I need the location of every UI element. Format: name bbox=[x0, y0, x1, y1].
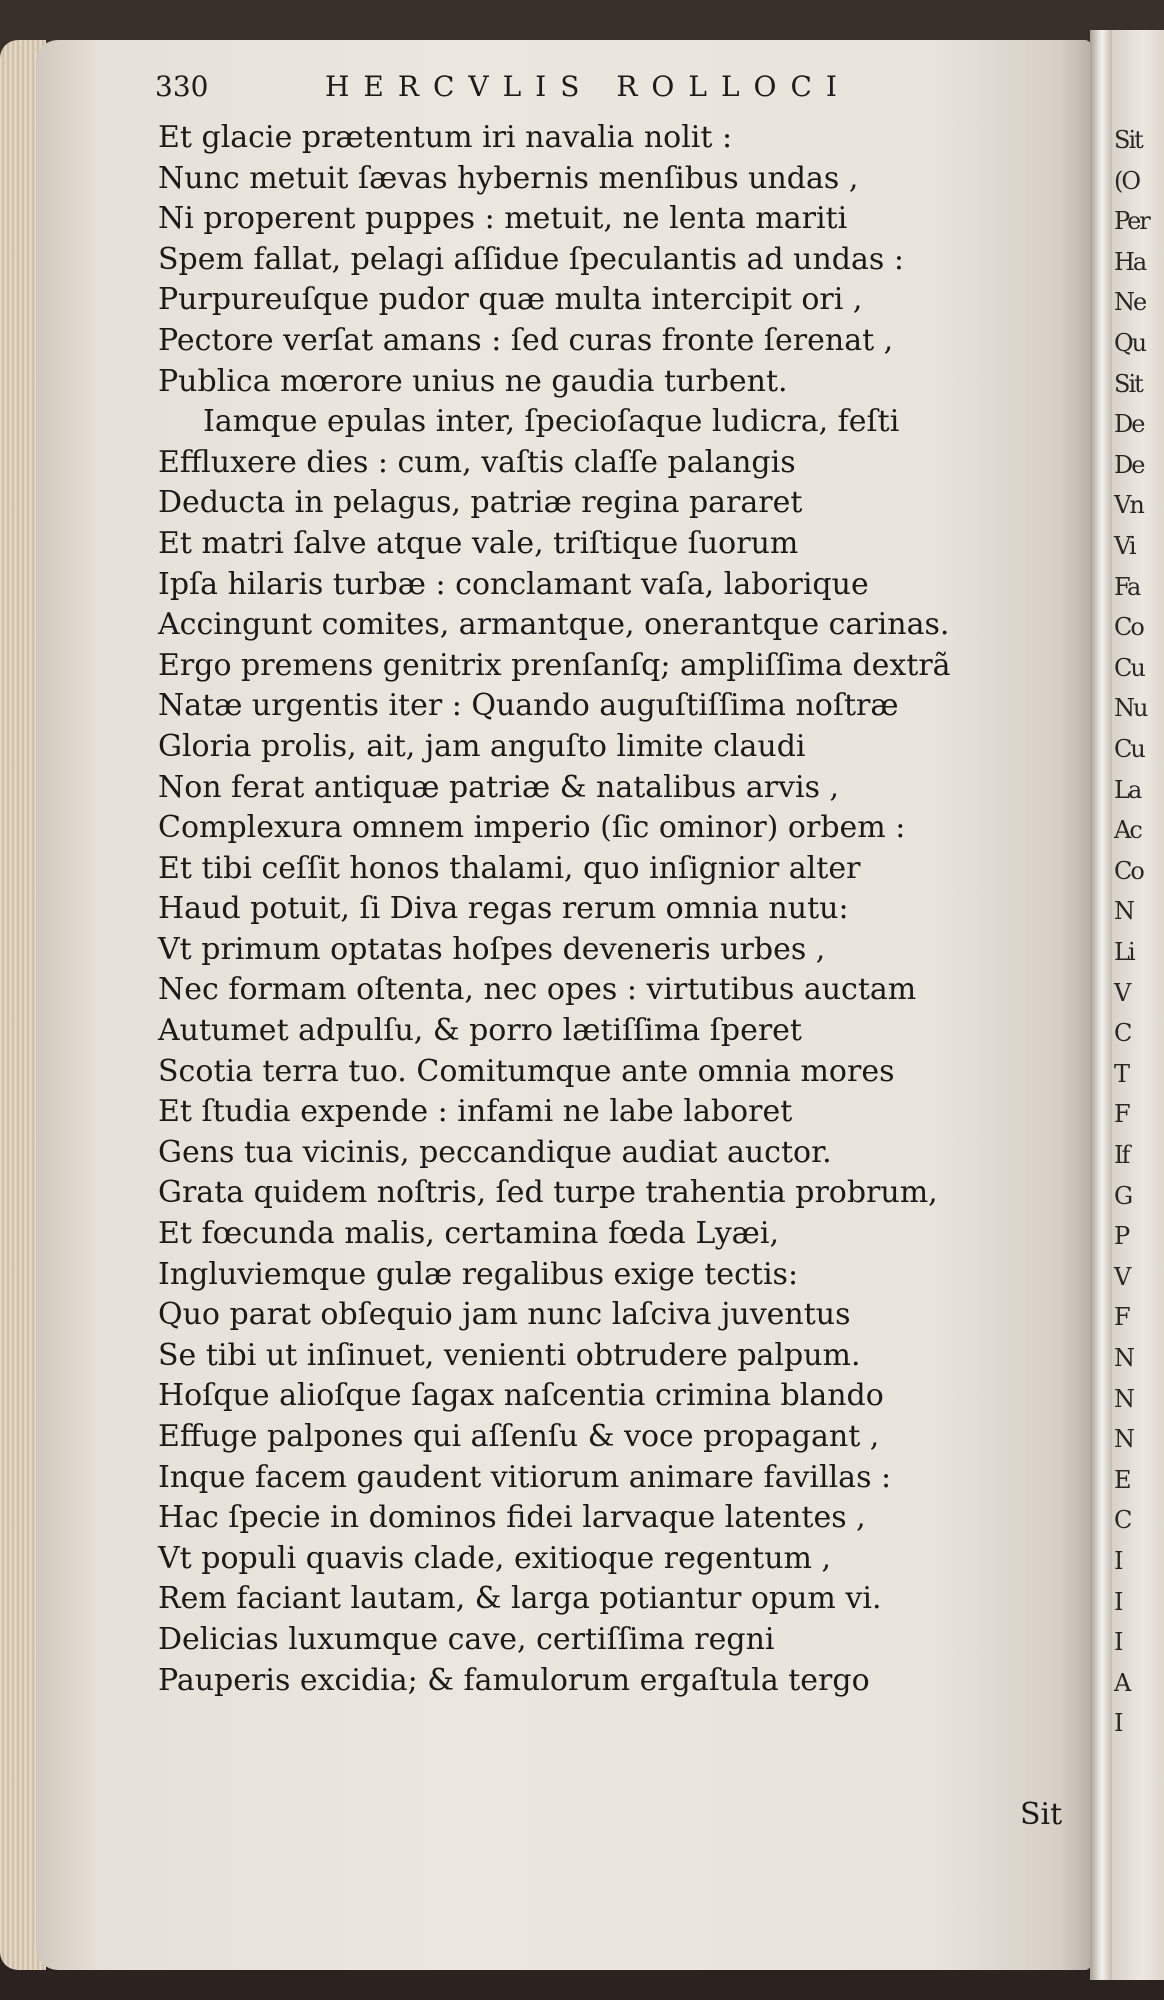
next-page-fragment: T bbox=[1114, 1059, 1129, 1088]
next-page-fragment: I bbox=[1114, 1587, 1122, 1616]
next-page-fragment: Per bbox=[1114, 207, 1149, 236]
catchword: Sit bbox=[1020, 1797, 1063, 1832]
verse-line: Gens tua vicinis, peccandique audiat auctor. bbox=[158, 1134, 832, 1170]
next-page-fragment: Nu bbox=[1114, 694, 1147, 723]
next-page-fragment: F bbox=[1114, 1303, 1129, 1332]
verse-line: Iamque epulas inter, ſpecioſaque ludicra, feſti bbox=[203, 404, 900, 440]
verse-line: Et fœcunda malis, certamina fœda Lyæi, bbox=[158, 1216, 780, 1252]
next-page-fragment: C bbox=[1114, 1506, 1131, 1535]
verse-line: Spem fallat, pelagi aſſidue ſpeculantis ad undas : bbox=[158, 241, 904, 277]
next-page-fragment: Fa bbox=[1114, 572, 1140, 601]
verse-line: Vt populi quavis clade, exitioque regentum , bbox=[158, 1540, 832, 1576]
next-page-fragment: If bbox=[1114, 1141, 1129, 1169]
next-page-fragment: (O bbox=[1114, 166, 1140, 195]
next-page-fragment: Co bbox=[1114, 613, 1143, 642]
verse-line: Purpureuſque pudor quæ multa intercipit ori , bbox=[158, 282, 863, 318]
verse-line: Gloria prolis, ait, jam anguſto limite claudi bbox=[158, 728, 806, 764]
verse-line: Hoſque alioſque ſagax naſcentia crimina blando bbox=[158, 1378, 884, 1414]
running-title: HERCVLIS ROLLOCI bbox=[325, 70, 851, 103]
verse-line: Inque facem gaudent vitiorum animare favillas : bbox=[158, 1459, 892, 1495]
next-page-fragment: F bbox=[1114, 1100, 1129, 1129]
next-page-fragment: P bbox=[1114, 1222, 1129, 1251]
verse-line: Et ſtudia expende : infami ne labe laboret bbox=[158, 1094, 793, 1130]
next-page-fragment: C bbox=[1114, 1019, 1131, 1048]
next-page-fragment: I bbox=[1114, 1628, 1122, 1657]
verse-line: Deducta in pelagus, patriæ regina pararet bbox=[158, 485, 803, 521]
next-page-fragment: Vi bbox=[1114, 532, 1135, 560]
verse-line: Autumet adpulſu, & porro lætiſſima ſperet bbox=[158, 1013, 802, 1049]
verse-line: Natæ urgentis iter : Quando auguſtiſſima noſtræ bbox=[158, 688, 899, 724]
book-gutter bbox=[1090, 30, 1114, 1980]
verse-line: Accingunt comites, armantque, onerantque carinas. bbox=[158, 607, 950, 643]
verse-line: Et matri ſalve atque vale, triſtique ſuorum bbox=[158, 525, 799, 561]
next-page-fragment: Qu bbox=[1114, 329, 1146, 357]
next-page-fragment: N bbox=[1114, 897, 1133, 926]
verse-line: Nunc metuit ſævas hybernis menſibus undas , bbox=[158, 160, 859, 196]
next-page-fragment: De bbox=[1114, 450, 1144, 479]
page-header bbox=[155, 70, 1055, 110]
verse-line: Grata quidem noſtris, ſed turpe trahentia probrum, bbox=[158, 1175, 938, 1211]
next-page-fragment: Co bbox=[1114, 856, 1143, 885]
next-page-fragment: N bbox=[1114, 1425, 1133, 1454]
verse-line: Ni properent puppes : metuit, ne lenta mariti bbox=[158, 201, 848, 237]
verse-line: Ingluviemque gulæ regalibus exige tectis: bbox=[158, 1256, 799, 1292]
next-page-fragment: De bbox=[1114, 410, 1144, 439]
next-page-fragment: Li bbox=[1114, 938, 1134, 966]
next-page-fragment: A bbox=[1114, 1668, 1130, 1697]
page-number: 330 bbox=[155, 70, 209, 103]
verse-line: Et glacie prætentum iri navalia nolit : bbox=[158, 120, 733, 155]
next-page-fragment: Ne bbox=[1114, 288, 1146, 317]
next-page-fragment: Sit bbox=[1114, 369, 1142, 398]
verse-line: Non ferat antiquæ patriæ & natalibus arvis , bbox=[158, 769, 840, 805]
next-page-fragment: V bbox=[1114, 978, 1130, 1007]
verse-line: Rem faciant lautam, & larga potiantur opum vi. bbox=[158, 1581, 882, 1617]
verse-line: Quo parat obſequio jam nunc laſciva juventus bbox=[158, 1297, 851, 1333]
verse-line: Vt primum optatas hoſpes deveneris urbes , bbox=[158, 931, 826, 967]
next-page-fragment: I bbox=[1114, 1547, 1122, 1575]
verse-block bbox=[158, 118, 1088, 1701]
verse-line: Nec formam oſtenta, nec opes : virtutibus auctam bbox=[158, 972, 917, 1008]
verse-line: Scotia terra tuo. Comitumque ante omnia mores bbox=[158, 1053, 895, 1089]
verse-line: Se tibi ut inſinuet, venienti obtrudere palpum. bbox=[158, 1337, 861, 1373]
next-page-fragment: Vn bbox=[1114, 491, 1143, 520]
next-page-fragment: Ha bbox=[1114, 247, 1146, 276]
next-page-fragment: La bbox=[1114, 775, 1141, 804]
next-page-fragment: G bbox=[1114, 1181, 1132, 1210]
verse-line: Pauperis excidia; & famulorum ergaſtula tergo bbox=[158, 1662, 870, 1698]
verse-line: Et tibi ceſſit honos thalami, quo inſignior alter bbox=[158, 850, 861, 886]
next-page-fragment: Cu bbox=[1114, 653, 1144, 682]
next-page-fragment: Sit bbox=[1114, 126, 1142, 154]
next-page-fragment: E bbox=[1114, 1465, 1130, 1494]
verse-line: Ergo premens genitrix prenſanſq; ampliſſima dextrã bbox=[158, 647, 951, 683]
next-page-fragment: Cu bbox=[1114, 735, 1144, 763]
next-page-fragment: I bbox=[1114, 1709, 1122, 1738]
verse-line: Effuge palpones qui aſſenſu & voce propagant , bbox=[158, 1419, 880, 1454]
verse-line: Ipſa hilaris turbæ : conclamant vaſa, laborique bbox=[158, 566, 869, 602]
next-page-fragment: V bbox=[1114, 1262, 1130, 1291]
verse-line: Complexura omnem imperio (ſic ominor) orbem : bbox=[158, 810, 906, 846]
next-page-fragment: N bbox=[1114, 1344, 1133, 1372]
verse-line: Hac ſpecie in dominos fidei larvaque latentes , bbox=[158, 1500, 866, 1536]
right-page-fragment bbox=[1112, 30, 1164, 1980]
verse-line: Effluxere dies : cum, vaſtis claſſe palangis bbox=[158, 444, 796, 480]
verse-line: Delicias luxumque cave, certiſſima regni bbox=[158, 1621, 775, 1657]
verse-line: Publica mœrore unius ne gaudia turbent. bbox=[158, 363, 788, 399]
verse-line: Pectore verſat amans : ſed curas fronte ſerenat , bbox=[158, 322, 894, 358]
next-page-fragment: Ac bbox=[1114, 816, 1141, 845]
verse-line: Haud potuit, ſi Diva regas rerum omnia nutu: bbox=[158, 891, 849, 927]
next-page-fragment: N bbox=[1114, 1384, 1133, 1413]
